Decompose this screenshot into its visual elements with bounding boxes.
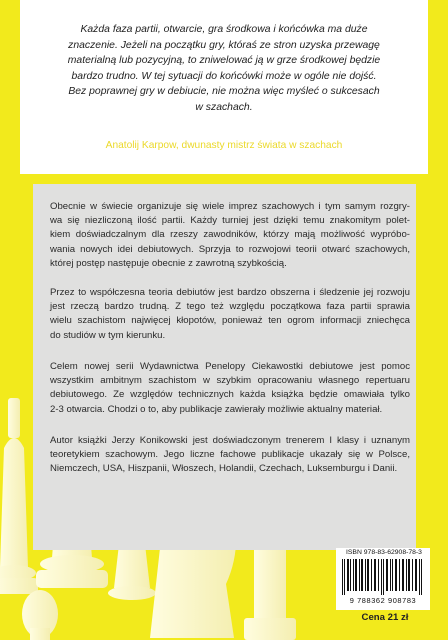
quote-panel <box>20 0 428 174</box>
text-line: wszystkim ambitnym szachistom w szybkim opracowaniu własnego repertuaru <box>50 375 410 387</box>
text-line: jest rzeczą bardzo trudną. Z tego też względu początkowa faza partii sprawia <box>50 301 410 313</box>
quote-line: bardzo trudno. W tej sytuacji do końcówki może w ogóle nie dojść. <box>71 70 377 82</box>
description-paragraph <box>50 286 410 343</box>
text-line: 2-3 otwarcia. Chodzi o to, aby publikacje zawierały możliwie aktualny materiał. <box>50 403 383 415</box>
description-box <box>33 184 416 550</box>
description-paragraph <box>50 200 410 271</box>
text-line: Niemczech, USA, Hiszpanii, Włoszech, Holandii, Czechach, Luksemburgu i Danii. <box>50 463 398 475</box>
quote-line: Bez poprawnej gry w debiucie, nie można więc myśleć o sukcesach <box>68 86 380 98</box>
text-line: kiem doświadczalnym dla rzeszy zawodników, którzy mają możliwość wypróbo- <box>50 229 410 241</box>
text-line: Celem nowej serii Wydawnictwa Penelopy Ciekawostki debiutowe jest pomoc <box>50 361 410 372</box>
text-line: wania nowych idei debiutowych. Sprzyja to rozwojowi teorii otwarć szachowych, <box>50 243 410 255</box>
text-line: debiutowego. Ze względów technicznych każda książka będzie omawiała tylko <box>50 389 410 401</box>
quote-line: znaczenie. Jeżeli na początku gry, któraś ze stron uzyska przewagę <box>68 39 380 51</box>
bishop-piece-icon <box>22 590 58 640</box>
text-line: do studiów w tym kierunku. <box>50 329 166 341</box>
quote-line: Każda faza partii, otwarcie, gra środkowa i końcówka ma duże <box>80 24 368 35</box>
quote-line: w szachach. <box>195 101 253 113</box>
isbn-text: ISBN 978-83-62908-78-3 <box>346 549 422 556</box>
text-line: wielu szachistom najwięcej kłopotów, ponieważ ten ogrom informacji zniechęca <box>50 315 410 327</box>
barcode-bars-icon <box>340 559 426 595</box>
text-line: teoretykiem szachowym. Jego liczne fachowe publikacje ukazały się w Polsce, <box>50 449 410 461</box>
quote-author: Anatolij Karpow, dwunasty mistrz świata w szachach <box>105 140 343 151</box>
text-line: wa się niezliczoną ilość partii. Każdy turniej jest dzięki temu znakomitym polet- <box>50 215 410 227</box>
description-paragraph <box>50 360 410 417</box>
text-line: Obecnie w świecie organizuje się wiele imprez szachowych i tym samym rozgry- <box>50 201 410 212</box>
description-paragraph <box>50 434 410 477</box>
text-line: której postęp następuje obecnie z zawrotną szybkością. <box>50 257 287 269</box>
barcode <box>336 548 430 610</box>
rook-piece-icon <box>244 538 296 640</box>
text-line: Autor książki Jerzy Konikowski jest doświadczonym trenerem I klasy i uznanym <box>50 435 410 446</box>
price-label: Cena 21 zł <box>361 612 409 623</box>
quote-line: materialną lub pozycyjną, to zniwelować ją w grze środkowej będzie <box>67 55 381 67</box>
barcode-number: 9 788362 908783 <box>349 596 417 605</box>
quote-text <box>34 22 414 116</box>
text-line: Przez to współczesna teoria debiutów jest bardzo obszerna i śledzenie jej rozwoju <box>50 287 410 298</box>
